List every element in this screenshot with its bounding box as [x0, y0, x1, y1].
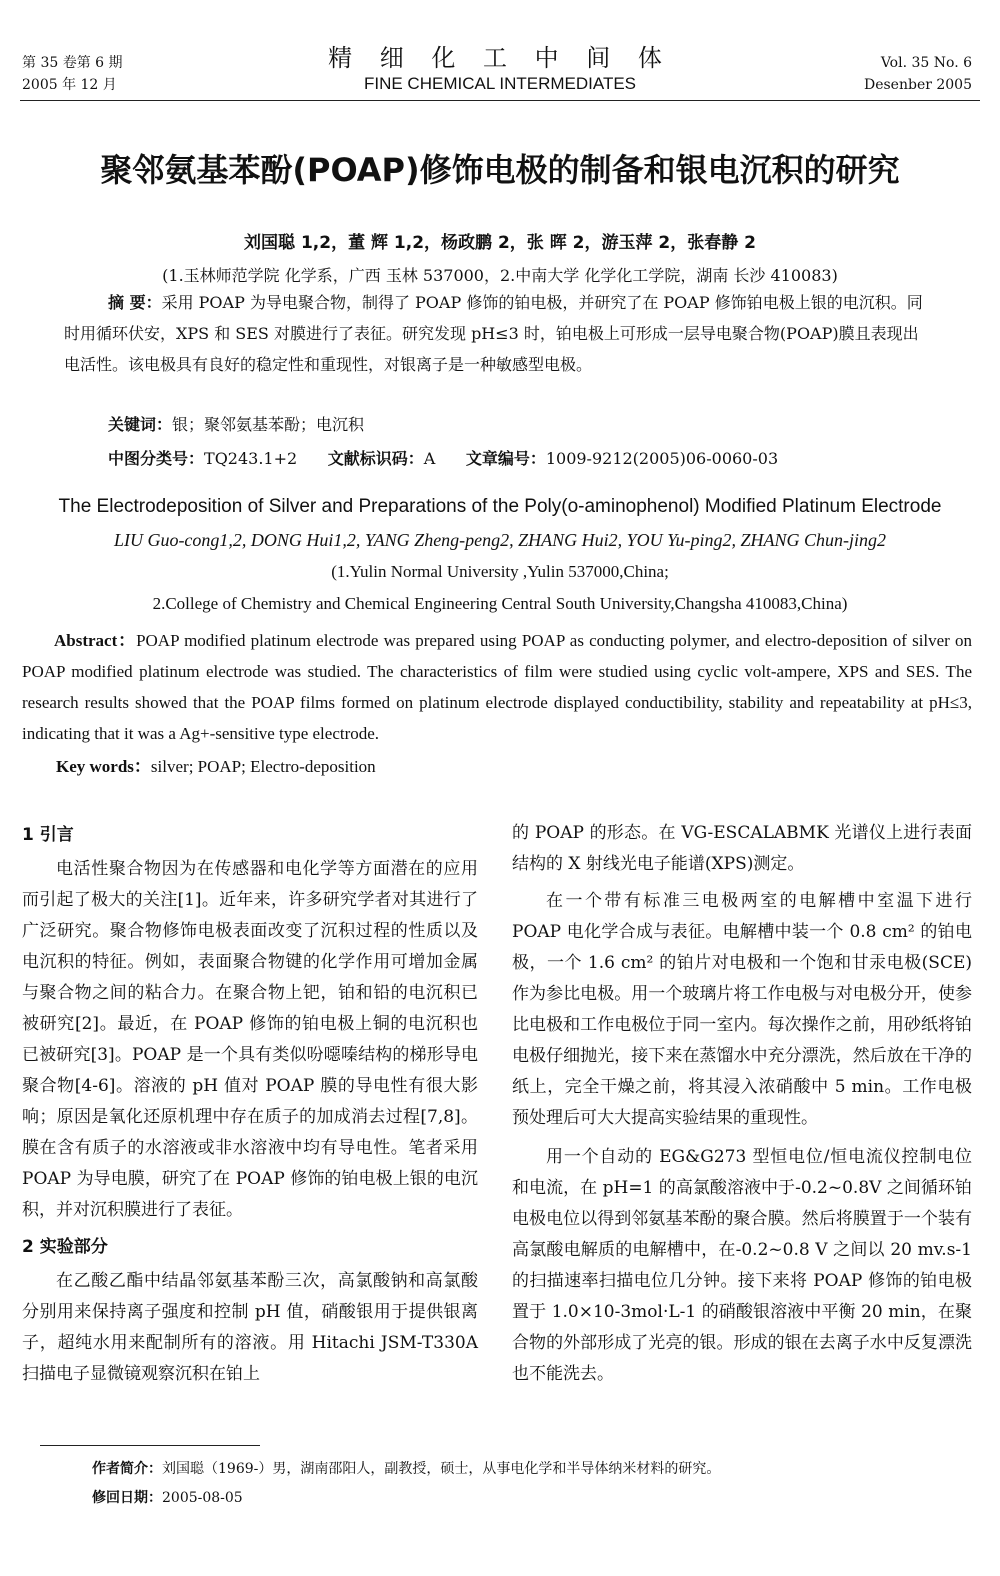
right-column-continuation: 的 POAP 的形态。在 VG-ESCALABMK 光谱仪上进行表面结构的 X 射线光电子能谱(XPS)测定。	[512, 823, 972, 874]
article-title-en: The Electrodeposition of Silver and Preparations of the Poly(o-aminophenol) Modified Platinum Electrode	[58, 496, 942, 517]
journal-name-cn: 精 细 化 工 中 间 体	[328, 44, 672, 72]
author-bio-text: 刘国聪（1969-）男，湖南邵阳人，副教授，硕士，从事电化学和半导体纳米材料的研究。	[162, 1461, 721, 1477]
keywords-cn-text: 银；聚邻氨基苯酚；电沉积	[172, 415, 365, 434]
keywords-en-label: Key words：	[56, 757, 151, 776]
section-2-heading: 2 实验部分	[22, 1237, 108, 1257]
issue-date-cn: 2005 年 12 月	[22, 77, 117, 93]
journal-issue-en	[864, 52, 972, 96]
abstract-cn-label: 摘 要：	[108, 293, 162, 312]
section-2-paragraph: 在乙酸乙酯中结晶邻氨基苯酚三次，高氯酸钠和高氯酸分别用来保持离子强度和控制 pH 值，硝酸银用于提供银离子，超纯水用来配制所有的溶液。用 Hitachi JSM-T330A 扫描电子显微镜观察沉积在铂上	[22, 1271, 478, 1384]
journal-name-en: FINE CHEMICAL INTERMEDIATES	[363, 74, 637, 93]
issue-date-en: Desenber 2005	[863, 77, 972, 93]
keywords-cn-label: 关键词：	[108, 415, 173, 434]
revision-date-footnote	[92, 1487, 243, 1507]
classification-line	[108, 446, 778, 469]
abstract-en-text: POAP modified platinum electrode was prepared using POAP as conducting polymer, and electro-deposition of silver on POAP modified platinum electrode was studied. The characteristics of film were studied using cyclic volt-ampere, XPS and SES. The research results showed that the POAP films formed on platinum electrode displayed conductibility, stability and repeatability at pH≤3, indicating that it was a Ag+-sensitive type electrode.	[22, 631, 972, 743]
author-bio-footnote	[92, 1458, 720, 1478]
affiliation-en-1: (1.Yulin Normal University ,Yulin 537000,China;	[331, 562, 669, 581]
abstract-cn-text: 采用 POAP 为导电聚合物，制得了 POAP 修饰的铂电极，并研究了在 POAP 修饰铂电极上银的电沉积。同时用循环伏安，XPS 和 SES 对膜进行了表征。研究发现 pH≤3 时，铂电极上可形成一层导电聚合物(POAP)膜且表现出电活性。该电极具有良好的稳定性和重现性，对银离子是一种敏感型电极。	[64, 293, 923, 374]
keywords-en	[56, 752, 376, 777]
abstract-en-label: Abstract：	[54, 631, 137, 650]
electrolysis-setup-paragraph: 在一个带有标准三电极两室的电解槽中室温下进行 POAP 电化学合成与表征。电解槽中装一个 0.8 cm² 的铂电极，一个 1.6 cm² 的铂片对电极和一个饱和甘汞电极(SCE)作为参比电极。用一个玻璃片将工作电极与对电极分开，使参比电极和工作电极位于同一室内。每次操作之前，用砂纸将铂电极仔细抛光，接下来在蒸馏水中充分漂洗，然后放在干净的纸上，完全干燥之前，将其浸入浓硝酸中 5 min。工作电极预处理后可大大提高实验结果的重现性。	[512, 891, 972, 1128]
clc-value: TQ243.1+2	[204, 449, 298, 468]
article-title-cn: 聚邻氨基苯酚(POAP)修饰电极的制备和银电沉积的研究	[100, 151, 900, 189]
abstract-cn	[64, 287, 930, 380]
article-number-label: 文章编号：	[465, 449, 546, 468]
header-rule	[20, 100, 980, 101]
polymerization-paragraph: 用一个自动的 EG&G273 型恒电位/恒电流仪控制电位和电流，在 pH=1 的高氯酸溶液中于-0.2~0.8V 之间循环铂电极电位以得到邻氨基苯酚的聚合膜。然后将膜置于一个装有高氯酸电解质的电解槽中，在-0.2~0.8 V 之间以 20 mv.s-1 的扫描速率扫描电位几分钟。接下来将 POAP 修饰的铂电极置于 1.0×10-3mol·L-1 的硝酸银溶液中平衡 20 min，在聚合物的外部形成了光亮的银。形成的银在去离子水中反复漂洗也不能洗去。	[512, 1147, 972, 1384]
affiliation-cn: (1.玉林师范学院 化学系，广西 玉林 537000，2.中南大学 化学化工学院，湖南 长沙 410083)	[162, 266, 838, 285]
volume-issue-en: Vol. 35 No. 6	[880, 55, 972, 71]
footnote-rule	[40, 1445, 260, 1446]
section-1-paragraph: 电活性聚合物因为在传感器和电化学等方面潜在的应用而引起了极大的关注[1]。近年来，许多研究学者对其进行了广泛研究。聚合物修饰电极表面改变了沉积过程的性质以及电沉积的特征。例如，表面聚合物键的化学作用可增加金属与聚合物之间的粘合力。在聚合物上钯，铂和铅的电沉积已被研究[2]。最近，在 POAP 修饰的铂电极上铜的电沉积也已被研究[3]。POAP 是一个具有类似吩噁嗪结构的梯形导电聚合物[4-6]。溶液的 pH 值对 POAP 膜的导电性有很大影响；原因是氧化还原机理中存在质子的加成消去过程[7,8]。膜在含有质子的水溶液或非水溶液中均有导电性。笔者采用 POAP 为导电膜，研究了在 POAP 修饰的铂电极上银的电沉积，并对沉积膜进行了表征。	[22, 859, 478, 1220]
revision-date-label: 修回日期：	[92, 1490, 162, 1506]
section-1-heading: 1 引言	[22, 825, 74, 845]
revision-date-text: 2005-08-05	[162, 1490, 243, 1506]
article-number-value: 1009-9212(2005)06-0060-03	[545, 449, 779, 468]
abstract-en	[22, 625, 972, 749]
authors-en: LIU Guo-cong1,2, DONG Hui1,2, YANG Zheng-peng2, ZHANG Hui2, YOU Yu-ping2, ZHANG Chun-jing2	[113, 530, 887, 550]
keywords-en-text: silver; POAP; Electro-deposition	[150, 757, 376, 776]
keywords-cn	[108, 412, 364, 435]
body-left-column	[22, 818, 478, 1390]
body-right-column	[512, 818, 972, 1390]
affiliation-en-2: 2.College of Chemistry and Chemical Engineering Central South University,Changsha 410083,China)	[152, 594, 848, 613]
clc-label: 中图分类号：	[108, 449, 205, 468]
authors-cn: 刘国聪 1,2，董 辉 1,2，杨政鹏 2，张 晖 2，游玉萍 2，张春静 2	[244, 233, 756, 253]
author-bio-label: 作者简介：	[92, 1461, 162, 1477]
journal-name	[0, 44, 1000, 96]
volume-issue-cn: 第 35 卷第 6 期	[22, 55, 123, 71]
doc-code-value: A	[423, 449, 436, 468]
doc-code-label: 文献标识码：	[327, 449, 424, 468]
